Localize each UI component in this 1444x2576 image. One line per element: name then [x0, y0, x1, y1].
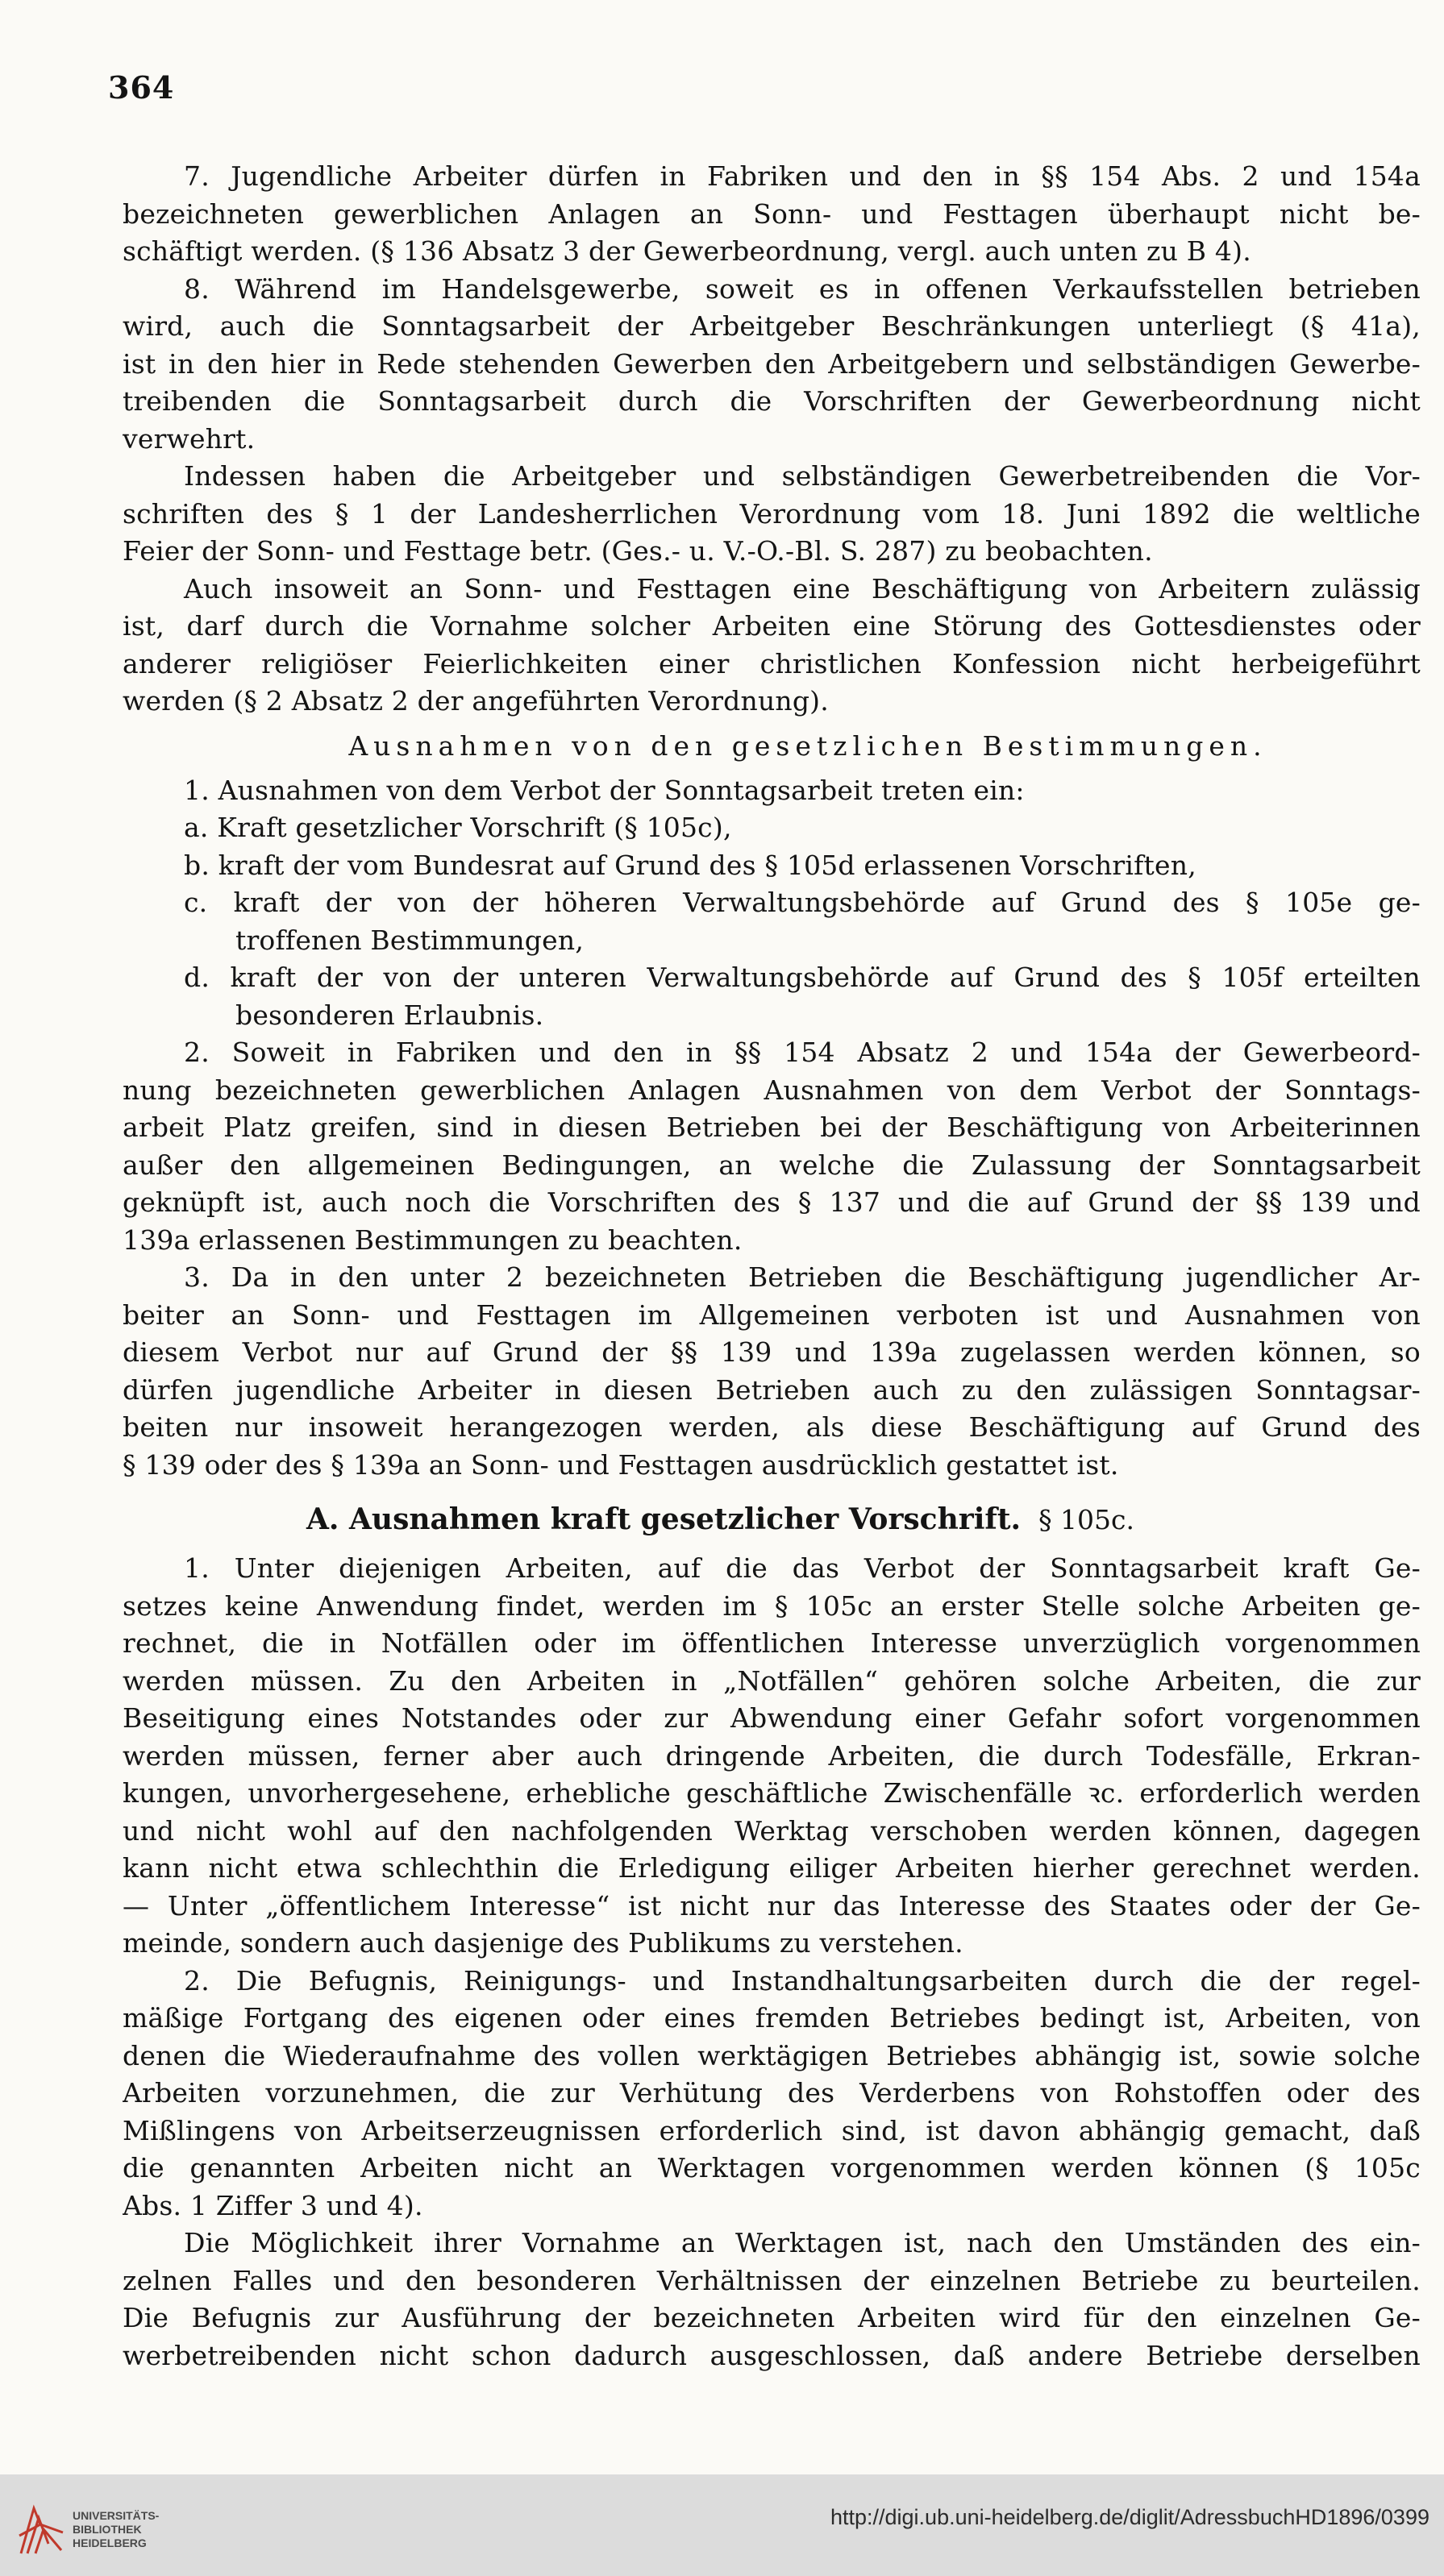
text-line: 3. Da in den unter 2 bezeichneten Betrieben die Beschäftigung jugendlicher Ar- — [184, 1261, 1421, 1293]
text-line: — Unter „öffentlichem Interesse“ ist nicht nur das Interesse des Staates oder der Ge- — [123, 1889, 1421, 1922]
text-line: ist in den hier in Rede stehenden Gewerben den Arbeitgebern und selbständigen Gewerbe- — [123, 347, 1421, 380]
text-line: 2. Die Befugnis, Reinigungs- und Instandhaltungsarbeiten durch die der regel- — [184, 1964, 1421, 1996]
text-line: c. kraft der von der höheren Verwaltungsbehörde auf Grund des § 105e ge- — [184, 887, 1421, 918]
text-line: 7. Jugendliche Arbeiter dürfen in Fabriken und den in §§ 154 Abs. 2 und 154a — [184, 160, 1421, 192]
text-line: diesem Verbot nur auf Grund der §§ 139 und 139a zugelassen werden können, so — [123, 1336, 1421, 1368]
logo-line: HEIDELBERG — [73, 2536, 147, 2549]
text-line: werden (§ 2 Absatz 2 der angeführten Verordnung). — [123, 685, 829, 717]
text-line: bezeichneten gewerblichen Anlagen an Sonn- und Festtagen überhaupt nicht be- — [123, 197, 1421, 230]
text-line: troffenen Bestimmungen, — [235, 924, 585, 956]
text-line: beiten nur insoweit herangezogen werden, als diese Beschäftigung auf Grund des — [123, 1411, 1421, 1443]
text-line: rechnet, die in Notfällen oder im öffentlichen Interesse unverzüglich vorgenommen — [123, 1627, 1421, 1659]
text-line: nung bezeichneten gewerblichen Anlagen Ausnahmen von dem Verbot der Sonntags- — [123, 1074, 1421, 1106]
text-line: werden müssen. Zu den Arbeiten in „Notfällen“ gehören solche Arbeiten, die zur — [123, 1664, 1421, 1697]
text-line: 8. Während im Handelsgewerbe, soweit es in offenen Verkaufsstellen betrieben — [184, 272, 1421, 305]
text-line: zelnen Falles und den besonderen Verhältnissen der einzelnen Betriebe zu beurteilen. — [123, 2264, 1421, 2296]
page-number: 364 — [108, 69, 175, 106]
text-line: Auch insoweit an Sonn- und Festtagen eine Beschäftigung von Arbeitern zulässig — [184, 572, 1421, 605]
text-line: meinde, sondern auch dasjenige des Publikums zu verstehen. — [123, 1927, 963, 1959]
text-line: besonderen Erlaubnis. — [235, 999, 544, 1031]
text-line: a. Kraft gesetzlicher Vorschrift (§ 105c), — [184, 812, 732, 843]
text-line: außer den allgemeinen Bedingungen, an welche die Zulassung der Sonntagsarbeit — [123, 1149, 1421, 1181]
text-line: 139a erlassenen Bestimmungen zu beachten. — [123, 1224, 743, 1256]
text-line: die genannten Arbeiten nicht an Werktagen vorgenommen werden können (§ 105c — [123, 2152, 1421, 2183]
text-line: 1. Unter diejenigen Arbeiten, auf die das Verbot der Sonntagsarbeit kraft Ge- — [184, 1552, 1421, 1584]
text-line: Die Möglichkeit ihrer Vornahme an Werktagen ist, nach den Umständen des ein- — [184, 2227, 1421, 2258]
logo-text — [73, 2509, 159, 2550]
subsection-reference: § 105c. — [1038, 1504, 1135, 1535]
paragraph-block — [123, 158, 1421, 721]
text-line: kann nicht etwa schlechthin die Erledigung eiliger Arbeiten hierher gerechnet werden. — [123, 1852, 1421, 1884]
text-line: 1. Ausnahmen von dem Verbot der Sonntagsarbeit treten ein: — [184, 774, 1025, 806]
logo-line: BIBLIOTHEK — [73, 2522, 142, 2536]
text-line: geknüpft ist, auch noch die Vorschriften des § 137 und die auf Grund der §§ 139 und — [123, 1186, 1421, 1218]
library-seal-icon — [16, 2500, 66, 2558]
text-line: 2. Soweit in Fabriken und den in §§ 154 Absatz 2 und 154a der Gewerbeord- — [184, 1037, 1421, 1068]
text-line: Indessen haben die Arbeitgeber und selbständigen Gewerbetreibenden die Vor- — [184, 460, 1421, 492]
text-line: mäßige Fortgang des eigenen oder eines fremden Betriebes bedingt ist, Arbeiten, von — [123, 2002, 1421, 2034]
footer-bar — [0, 2474, 1444, 2576]
text-line: denen die Wiederaufnahme des vollen werktägigen Betriebes abhängig ist, sowie solche — [123, 2039, 1421, 2071]
text-line: anderer religiöser Feierlichkeiten einer christlichen Konfession nicht herbeigeführt — [123, 647, 1421, 679]
text-line: Abs. 1 Ziffer 3 und 4). — [123, 2189, 423, 2221]
text-line: b. kraft der vom Bundesrat auf Grund des § 105d erlassenen Vorschriften, — [184, 849, 1196, 881]
text-line: werden müssen, ferner aber auch dringende Arbeiten, die durch Todesfälle, Erkran- — [123, 1739, 1421, 1772]
text-line: schriften des § 1 der Landesherrlichen Verordnung vom 18. Juni 1892 die weltliche — [123, 497, 1421, 530]
text-line: Feier der Sonn- und Festtage betr. (Ges.- u. V.-O.-Bl. S. 287) zu beobachten. — [123, 535, 1153, 567]
text-line: verwehrt. — [123, 422, 256, 455]
text-line: und nicht wohl auf den nachfolgenden Werktag verschoben werden können, dagegen — [123, 1814, 1421, 1847]
text-body — [123, 158, 1421, 2374]
text-line: Mißlingens von Arbeitserzeugnissen erforderlich sind, ist davon abhängig gemacht, daß — [123, 2114, 1421, 2146]
subsection-heading — [123, 1494, 1421, 1545]
text-line: schäftigt werden. (§ 136 Absatz 3 der Gewerbeordnung, vergl. auch unten zu B 4). — [123, 235, 1251, 267]
text-line: arbeit Platz greifen, sind in diesen Betrieben bei der Beschäftigung von Arbeiterinnen — [123, 1111, 1421, 1143]
text-line: beiter an Sonn- und Festtagen im Allgemeinen verboten ist und Ausnahmen von — [123, 1298, 1421, 1331]
text-line: § 139 oder des § 139a an Sonn- und Festtagen ausdrücklich gestattet ist. — [123, 1448, 1119, 1481]
text-line: wird, auch die Sonntagsarbeit der Arbeitgeber Beschränkungen unterliegt (§ 41a), — [123, 310, 1421, 342]
section-heading: Ausnahmen von den gesetzlichen Bestimmungen. — [348, 729, 1267, 762]
text-line: Beseitigung eines Notstandes oder zur Abwendung einer Gefahr sofort vorgenommen — [123, 1702, 1421, 1734]
text-line: werbetreibenden nicht schon dadurch ausgeschlossen, daß andere Betriebe derselben — [123, 2339, 1421, 2371]
text-line: setzes keine Anwendung findet, werden im § 105c an erster Stelle solche Arbeiten ge- — [123, 1589, 1421, 1622]
paragraph-block — [123, 772, 1421, 1485]
logo-line: UNIVERSITÄTS- — [73, 2508, 160, 2522]
text-line: d. kraft der von der unteren Verwaltungsbehörde auf Grund des § 105f erteilten — [184, 962, 1421, 993]
text-line: kungen, unvorhergesehene, erhebliche geschäftliche Zwischenfälle ꝛc. erforderlich werden — [123, 1777, 1421, 1809]
paragraph-block — [123, 1550, 1421, 2374]
text-line: Die Befugnis zur Ausführung der bezeichneten Arbeiten wird für den einzelnen Ge- — [123, 2302, 1421, 2333]
subsection-title: A. Ausnahmen kraft gesetzlicher Vorschrift. — [306, 1502, 1022, 1536]
library-logo[interactable] — [16, 2497, 185, 2561]
text-line: Arbeiten vorzunehmen, die zur Verhütung des Verderbens von Rohstoffen oder des — [123, 2077, 1421, 2109]
text-line: dürfen jugendliche Arbeiter in diesen Betrieben auch zu den zulässigen Sonntagsar- — [123, 1373, 1421, 1406]
text-line: treibenden die Sonntagsarbeit durch die Vorschriften der Gewerbeordnung nicht — [123, 385, 1421, 417]
text-line: ist, darf durch die Vornahme solcher Arbeiten eine Störung des Gottesdienstes oder — [123, 610, 1421, 642]
source-url-link[interactable]: http://digi.ub.uni-heidelberg.de/diglit/AdressbuchHD1896/0399 — [830, 2505, 1429, 2529]
